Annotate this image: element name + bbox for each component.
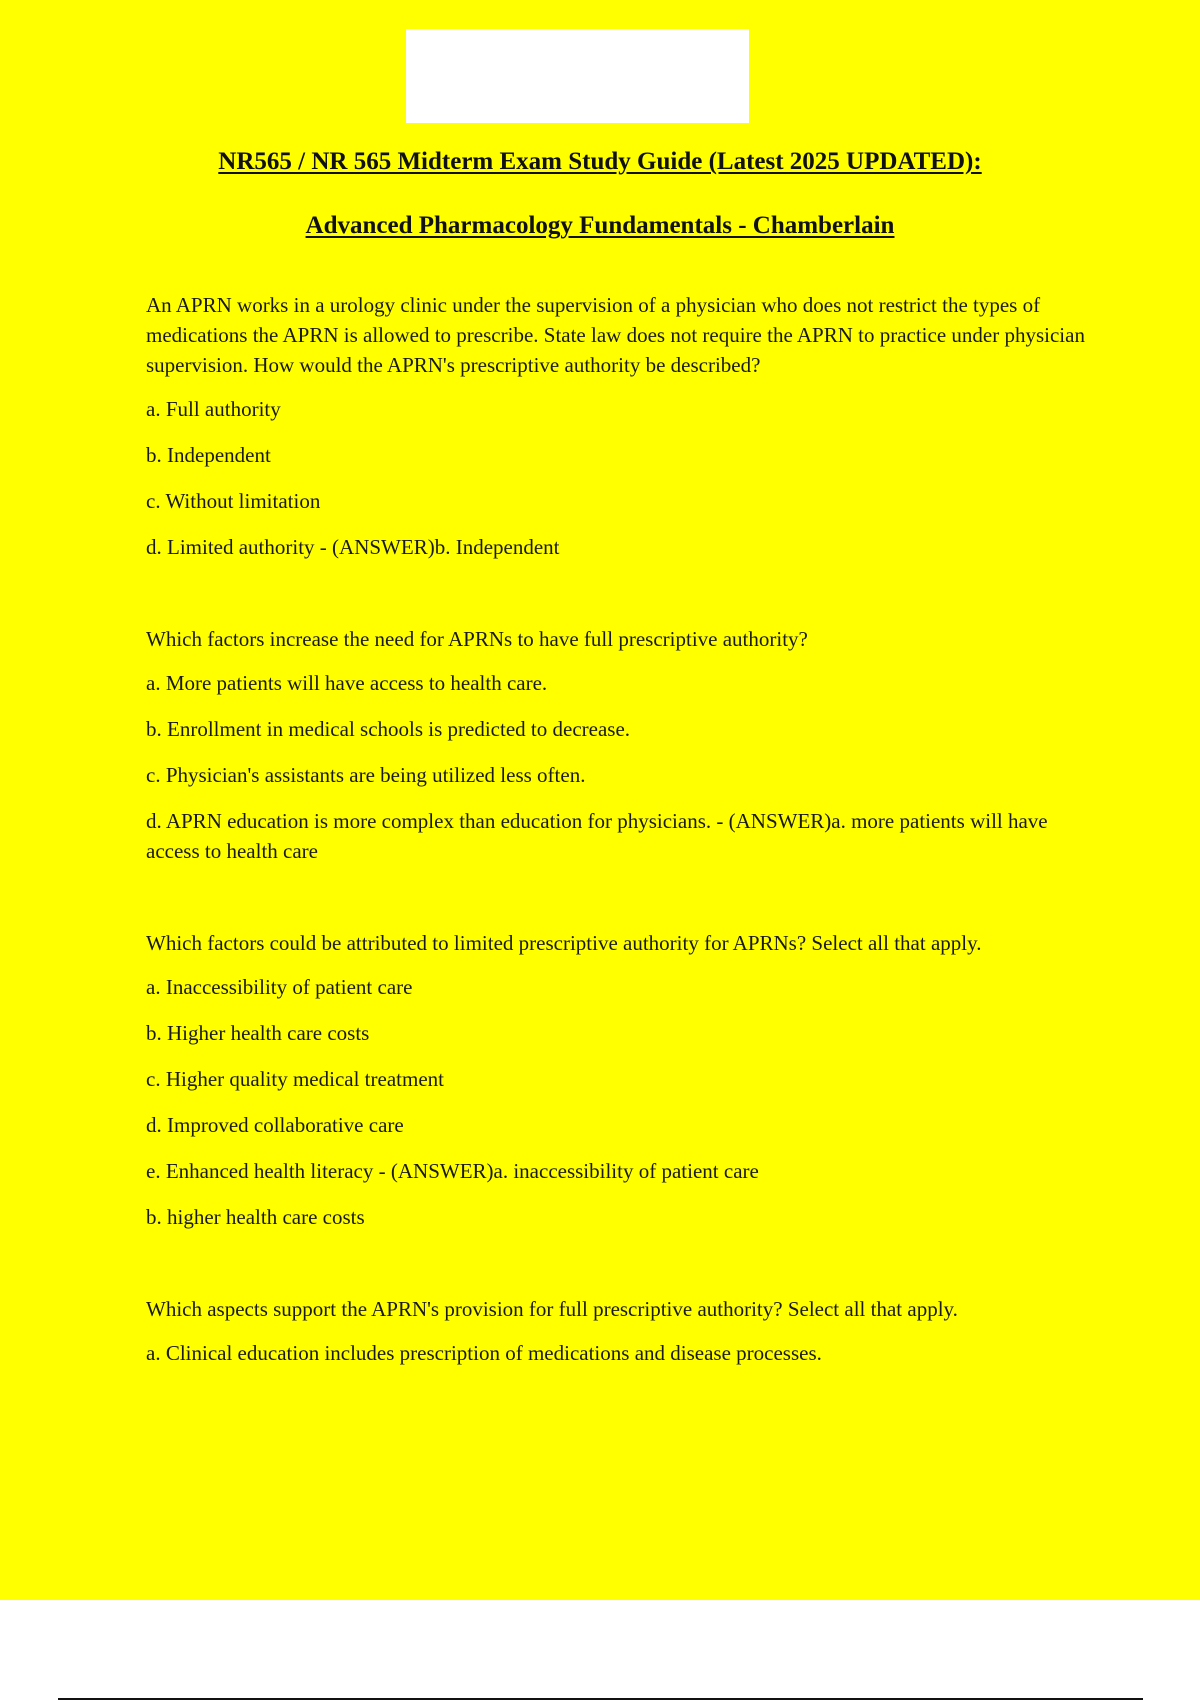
- question-block-2: [146, 624, 1096, 866]
- answer-option: a. More patients will have access to health care.: [146, 671, 548, 695]
- answer-option: b. Independent: [146, 443, 271, 467]
- question-block-4: [146, 1294, 1096, 1368]
- question-list: [146, 290, 1096, 1384]
- answer-option: a. Full authority: [146, 397, 281, 421]
- answer-option: b. Enrollment in medical schools is predicted to decrease.: [146, 717, 631, 741]
- answer-option: e. Enhanced health literacy - (ANSWER)a. inaccessibility of patient care: [146, 1159, 759, 1183]
- question-block-3: [146, 928, 1096, 1232]
- question-text: An APRN works in a urology clinic under the supervision of a physician who does not restrict the types of medications the APRN is allowed to prescribe. State law does not require the APRN to practice under physician supervision. How would the APRN's prescriptive authority be described?: [146, 293, 1085, 377]
- answer-option: c. Physician's assistants are being utilized less often.: [146, 763, 586, 787]
- question-text: Which aspects support the APRN's provision for full prescriptive authority? Select all that apply.: [146, 1297, 958, 1321]
- document-title: NR565 / NR 565 Midterm Exam Study Guide (Latest 2025 UPDATED):: [218, 148, 982, 175]
- question-text: Which factors increase the need for APRNs to have full prescriptive authority?: [146, 627, 808, 651]
- question-block-1: [146, 290, 1096, 562]
- answer-option: d. Improved collaborative care: [146, 1113, 404, 1137]
- question-text: Which factors could be attributed to limited prescriptive authority for APRNs? Select all that apply.: [146, 931, 982, 955]
- answer-option: c. Without limitation: [146, 489, 321, 513]
- answer-option: c. Higher quality medical treatment: [146, 1067, 444, 1091]
- answer-option: b. higher health care costs: [146, 1205, 365, 1229]
- logo-placeholder: [406, 29, 749, 123]
- answer-option: d. APRN education is more complex than education for physicians. - (ANSWER)a. more patients will have access to health care: [146, 809, 1048, 863]
- document-subtitle: Advanced Pharmacology Fundamentals - Chamberlain: [305, 212, 895, 239]
- answer-option: b. Higher health care costs: [146, 1021, 370, 1045]
- answer-option: d. Limited authority - (ANSWER)b. Independent: [146, 535, 560, 559]
- answer-option: a. Inaccessibility of patient care: [146, 975, 413, 999]
- answer-option: a. Clinical education includes prescription of medications and disease processes.: [146, 1341, 822, 1365]
